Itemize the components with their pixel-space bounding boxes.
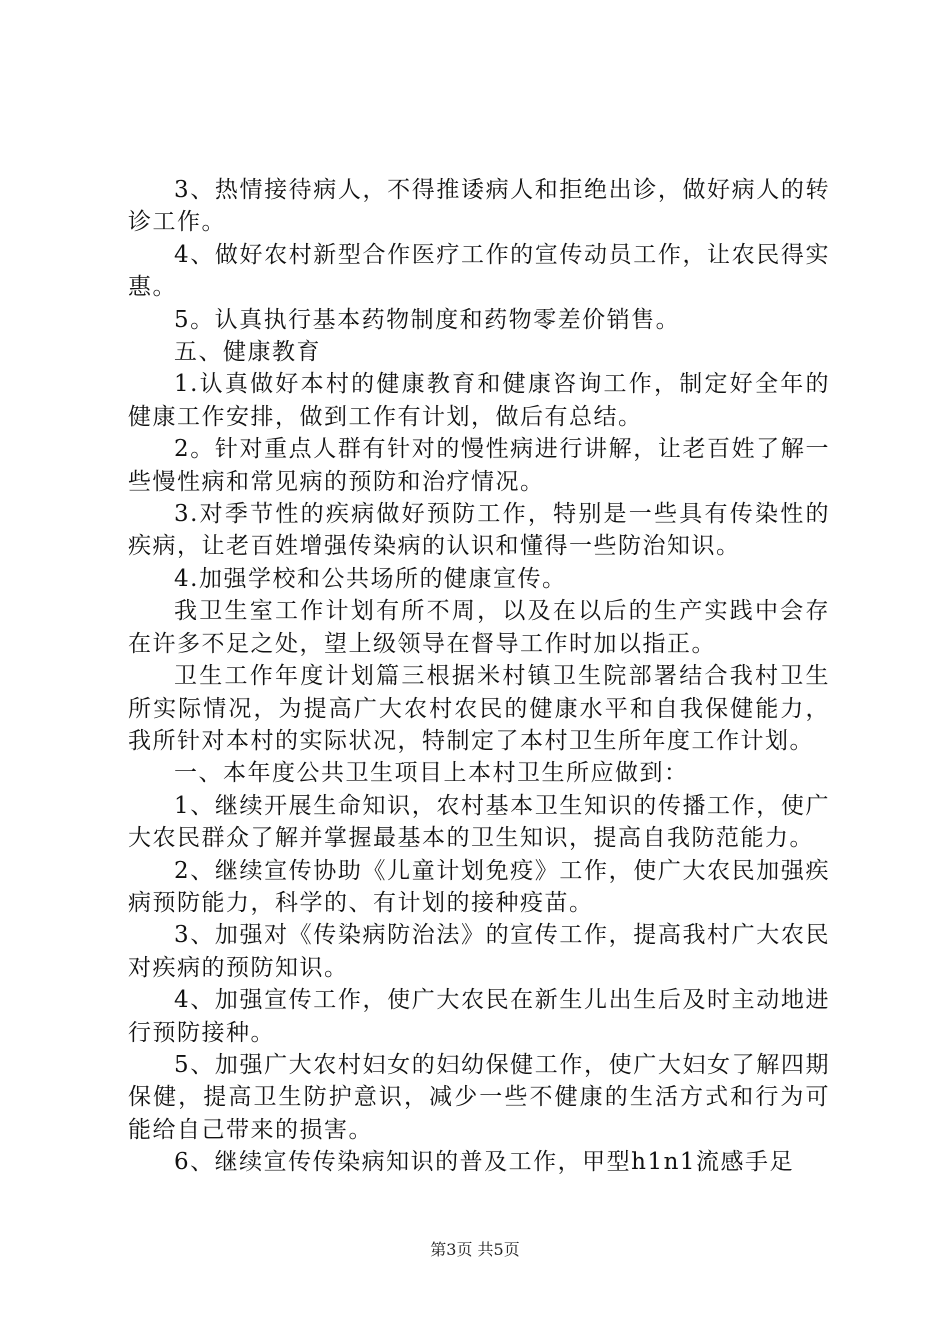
paragraph-16: 5、加强广大农村妇女的妇幼保健工作，使广大妇女了解四期保健，提高卫生防护意识，减少一些不健康的生活方式和行为可能给自己带来的损害。 bbox=[128, 1051, 830, 1143]
paragraph-8: 4.加强学校和公共场所的健康宣传。 bbox=[174, 565, 567, 592]
paragraph-1: 3、热情接待病人，不得推诿病人和拒绝出诊，做好病人的转诊工作。 bbox=[128, 177, 830, 236]
document-body bbox=[128, 174, 830, 1179]
paragraph-14: 3、加强对《传染病防治法》的宣传工作，提高我村广大农民对疾病的预防知识。 bbox=[128, 922, 830, 981]
paragraph-2: 4、做好农村新型合作医疗工作的宣传动员工作，让农民得实惠。 bbox=[128, 241, 830, 301]
paragraph-12: 1、继续开展生命知识，农村基本卫生知识的传播工作，使广大农民群众了解并掌握最基本的卫生知识，提高自我防范能力。 bbox=[128, 792, 830, 852]
paragraph-6: 2。针对重点人群有针对的慢性病进行讲解，让老百姓了解一些慢性病和常见病的预防和治疗情况。 bbox=[128, 436, 830, 495]
paragraph-10: 卫生工作年度计划篇三根据米村镇卫生院部署结合我村卫生所实际情况，为提高广大农村农民的健康水平和自我保健能力，我所针对本村的实际状况，特制定了本村卫生所年度工作计划。 bbox=[128, 663, 830, 754]
paragraph-15: 4、加强宣传工作，使广大农民在新生儿出生后及时主动地进行预防接种。 bbox=[128, 987, 830, 1046]
paragraph-3: 5。认真执行基本药物制度和药物零差价销售。 bbox=[174, 306, 681, 333]
paragraph-5: 1.认真做好本村的健康教育和健康咨询工作，制定好全年的健康工作安排，做到工作有计划，做后有总结。 bbox=[128, 371, 830, 430]
page-number-footer: 第3页 共5页 bbox=[430, 1240, 520, 1259]
paragraph-7: 3.对季节性的疾病做好预防工作，特别是一些具有传染性的疾病，让老百姓增强传染病的认识和懂得一些防治知识。 bbox=[128, 501, 830, 560]
paragraph-17: 6、继续宣传传染病知识的普及工作，甲型h1n1流感手足 bbox=[174, 1149, 795, 1176]
paragraph-13: 2、继续宣传协助《儿童计划免疫》工作，使广大农民加强疾病预防能力，科学的、有计划的接种疫苗。 bbox=[128, 857, 830, 916]
paragraph-9: 我卫生室工作计划有所不周，以及在以后的生产实践中会存在许多不足之处，望上级领导在督导工作时加以指正。 bbox=[128, 598, 830, 657]
section-heading-public-health: 一、本年度公共卫生项目上本村卫生所应做到： bbox=[174, 760, 689, 787]
section-heading-health-education: 五、健康教育 bbox=[174, 339, 321, 366]
